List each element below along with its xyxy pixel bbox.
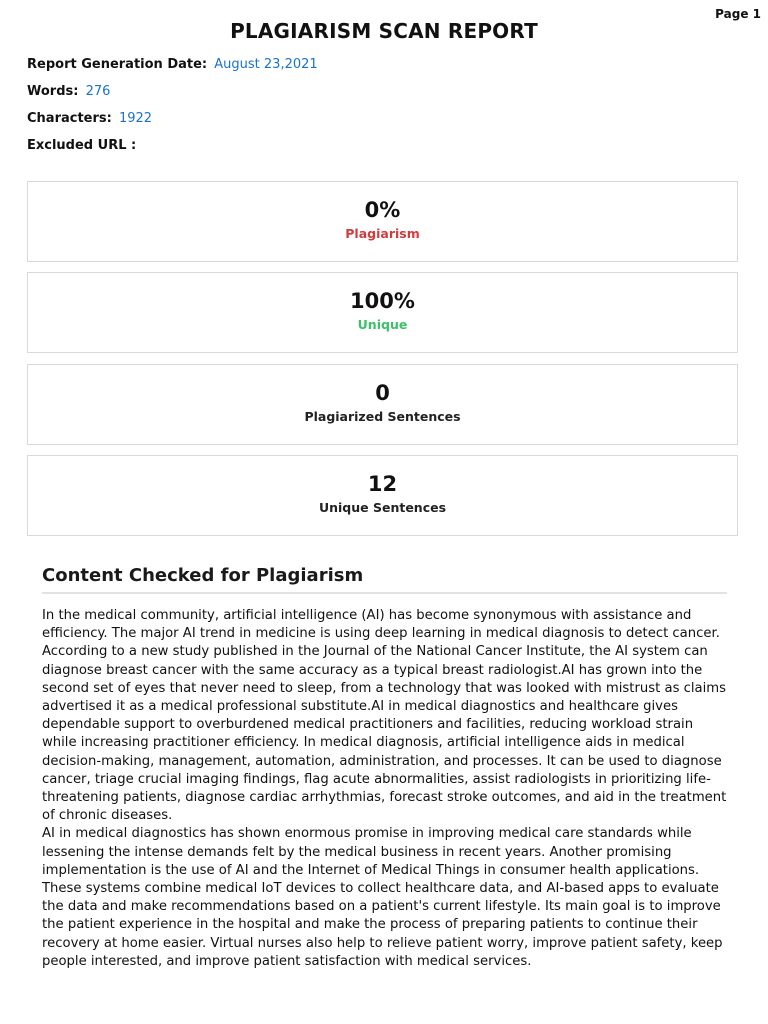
characters-row [27,110,318,137]
page-number: Page 1 [715,7,761,21]
plagiarism-label: Plagiarism [345,226,420,241]
unique-sentences-stat-card [27,455,738,536]
unique-label: Unique [357,317,408,332]
plagiarism-stat-card [27,181,738,262]
characters-label: Characters: [27,111,112,126]
excluded-url-row [27,137,318,164]
characters-value: 1922 [118,111,153,126]
plagiarized-sentences-label: Plagiarized Sentences [304,409,461,424]
report-date-row [27,56,318,83]
report-title: PLAGIARISM SCAN REPORT [230,19,538,43]
plagiarized-sentences-count: 0 [375,381,390,405]
unique-percent: 100% [350,289,415,313]
section-heading: Content Checked for Plagiarism [42,564,727,594]
plagiarized-sentences-stat-card [27,364,738,445]
words-row [27,83,318,110]
content-paragraph: AI in medical diagnostics has shown enormous promise in improving medical care standards while lessening the intense demands felt by the medical business in recent years. Another promising implementation is the use of AI and the Internet of Medical Things in consumer health applications. These systems combine medical IoT devices to collect healthcare data, and AI-based apps to evaluate the data and make recommendations based on a patient's current lifestyle. Its main goal is to improve the patient experience in the hospital and make the process of preparing patients to continue their recovery at home easier. Virtual nurses also help to relieve patient worry, improve patient safety, keep people interested, and improve patient satisfaction with medical services. [42,826,723,969]
words-label: Words: [27,84,79,99]
report-date-value: August 23,2021 [214,57,318,72]
report-metadata [27,56,318,164]
unique-stat-card [27,272,738,353]
content-paragraph: In the medical community, artificial intelligence (AI) has become synonymous with assistance and efficiency. The major AI trend in medicine is using deep learning in medical diagnosis to detect cancer. According to a new study published in the Journal of the National Cancer Institute, the AI system can diagnose breast cancer with the same accuracy as a typical breast radiologist.AI has grown into the second set of eyes that never need to sleep, from a technology that was looked with mistrust as claims advertised it as a medical professional substitute.AI in medical diagnostics and healthcare gives dependable support to overburdened medical practitioners and facilities, reducing workload strain while increasing practitioner efficiency. In medical diagnosis, artificial intelligence aids in medical decision-making, management, automation, administration, and processes. It can be used to diagnose cancer, triage crucial imaging findings, flag acute abnormalities, assist radiologists in prioritizing life-threatening patients, diagnose cardiac arrhythmias, forecast stroke outcomes, and aid in the treatment of chronic diseases. [42,608,727,824]
plagiarism-percent: 0% [364,198,401,222]
unique-sentences-label: Unique Sentences [318,500,447,515]
report-date-label: Report Generation Date: [27,57,208,72]
words-value: 276 [85,84,111,99]
unique-sentences-count: 12 [367,472,398,496]
checked-content [42,607,727,971]
content-section [42,564,727,971]
excluded-url-label: Excluded URL : [27,138,137,153]
